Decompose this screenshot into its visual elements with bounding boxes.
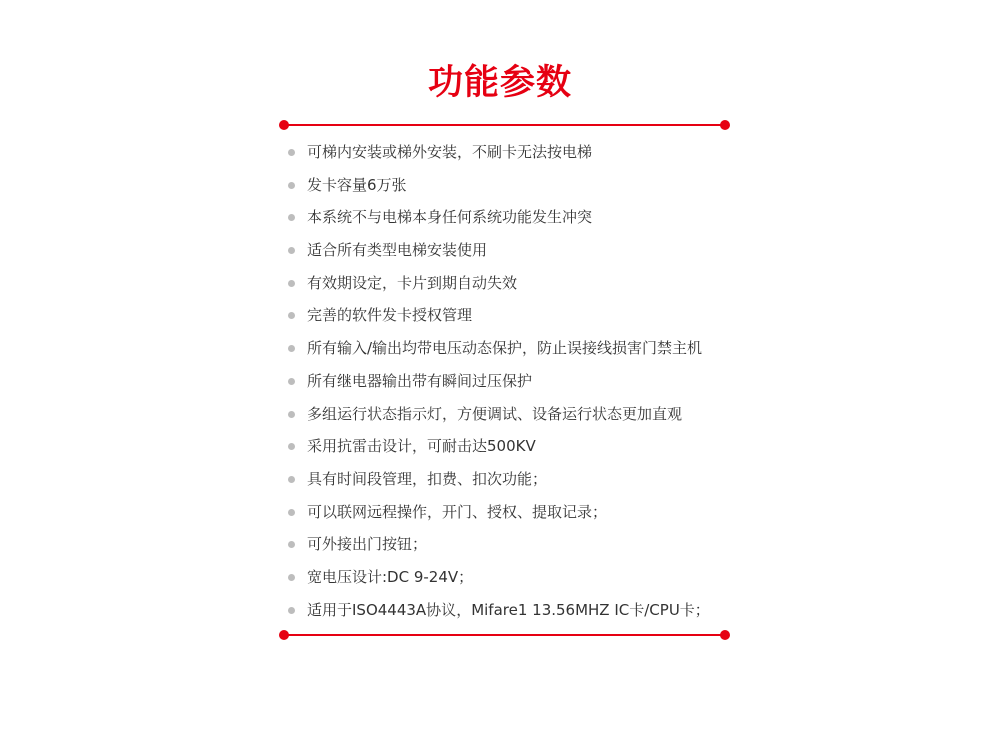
list-item: [288, 398, 748, 431]
bullet-dot-icon: [288, 607, 295, 614]
list-item: [288, 234, 748, 267]
feature-text: 宽电压设计:DC 9-24V；: [307, 567, 474, 586]
feature-text: 有效期设定，卡片到期自动失效: [307, 273, 518, 292]
list-item: [288, 365, 748, 398]
feature-text: 具有时间段管理，扣费、扣次功能；: [307, 469, 548, 488]
list-item: [288, 201, 748, 234]
bullet-dot-icon: [288, 214, 295, 221]
bullet-dot-icon: [288, 541, 295, 548]
list-item: [288, 332, 748, 365]
bottom-divider: [283, 634, 726, 636]
bullet-dot-icon: [288, 149, 295, 156]
list-item: [288, 561, 748, 594]
bullet-dot-icon: [288, 312, 295, 319]
bullet-dot-icon: [288, 509, 295, 516]
bullet-dot-icon: [288, 280, 295, 287]
list-item: [288, 430, 748, 463]
feature-text: 可以联网远程操作，开门、授权、提取记录；: [307, 502, 608, 521]
feature-text: 适合所有类型电梯安装使用: [307, 241, 488, 260]
page-title: 功能参数: [427, 63, 572, 103]
bullet-dot-icon: [288, 574, 295, 581]
top-divider: [283, 124, 726, 126]
feature-list: [288, 136, 748, 626]
bullet-dot-icon: [288, 378, 295, 385]
feature-text: 采用抗雷击设计，可耐击达500KV: [307, 437, 536, 456]
feature-text: 所有输入/输出均带电压动态保护，防止误接线损害门禁主机: [307, 339, 703, 358]
list-item: [288, 136, 748, 169]
list-item: [288, 267, 748, 300]
feature-text: 发卡容量6万张: [307, 175, 407, 194]
feature-text: 可外接出门按钮；: [307, 535, 428, 554]
list-item: [288, 528, 748, 561]
list-item: [288, 299, 748, 332]
bullet-dot-icon: [288, 411, 295, 418]
feature-text: 完善的软件发卡授权管理: [307, 306, 473, 325]
feature-text: 多组运行状态指示灯，方便调试、设备运行状态更加直观: [307, 404, 683, 423]
bullet-dot-icon: [288, 345, 295, 352]
feature-text: 所有继电器输出带有瞬间过压保护: [307, 371, 533, 390]
bullet-dot-icon: [288, 182, 295, 189]
bullet-dot-icon: [288, 476, 295, 483]
list-item: [288, 594, 748, 627]
feature-text: 可梯内安装或梯外安装，不刷卡无法按电梯: [307, 143, 593, 161]
list-item: [288, 463, 748, 496]
list-item: [288, 496, 748, 529]
feature-text: 适用于ISO4443A协议，Mifare1 13.56MHZ IC卡/CPU卡；: [307, 600, 710, 619]
bullet-dot-icon: [288, 247, 295, 254]
list-item: [288, 169, 748, 202]
bullet-dot-icon: [288, 443, 295, 450]
feature-text: 本系统不与电梯本身任何系统功能发生冲突: [307, 208, 593, 227]
